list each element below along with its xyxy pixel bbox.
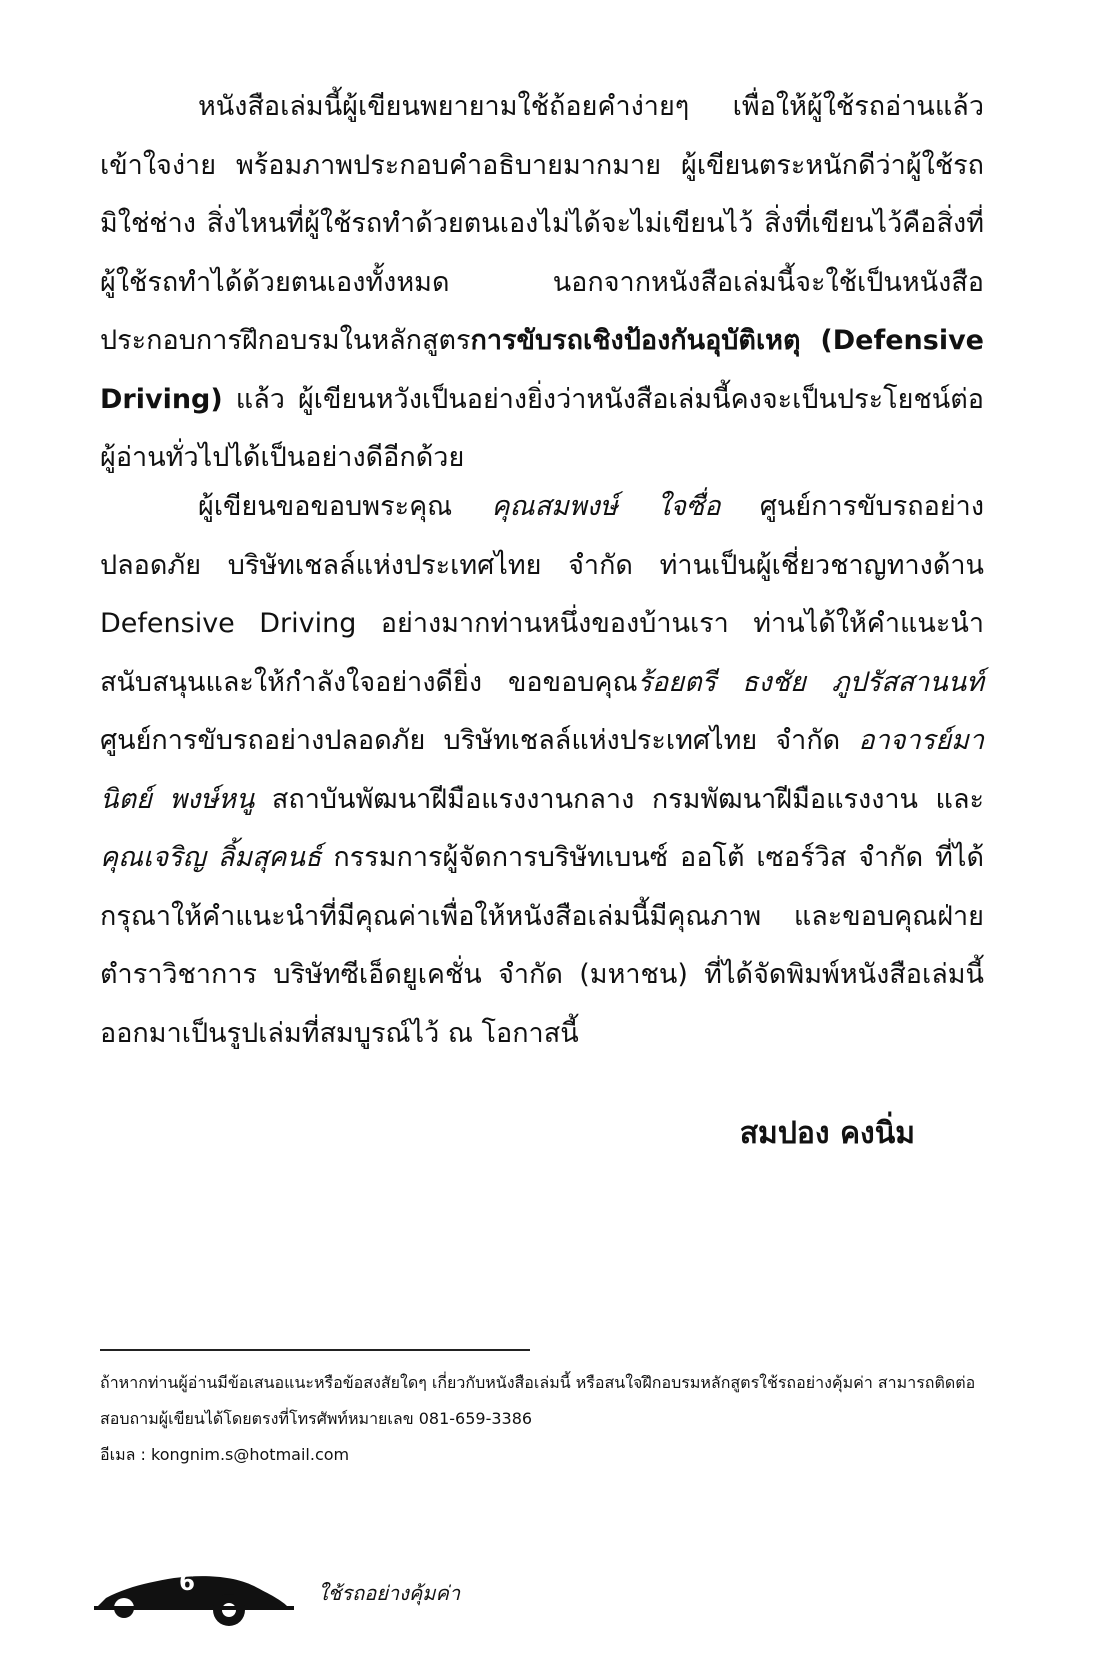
email-label: อีเมล : [100, 1445, 151, 1464]
person-name-2: ร้อยตรี ธงชัย ภูปรัสสานนท์ [637, 666, 984, 698]
preface-paragraph-1 [100, 78, 984, 488]
p2-text-2: ศูนย์การขับรถอย่างปลอดภัย บริษัทเชลล์แห่งประเทศไทย จำกัด ท่านเป็นผู้เชี่ยวชาญทางด้าน Defensive Driving อย่างมากท่านหนึ่งของบ้านเรา ท่านได้ให้คำแนะนำ สนับสนุนและให้กำลังใจอย่างดียิ่ง ขอขอบคุณ [100, 491, 985, 698]
preface-paragraph-2 [100, 478, 984, 1063]
footnote-line-1: ถ้าหากท่านผู้อ่านมีข้อเสนอแนะหรือข้อสงสัยใดๆ เกี่ยวกับหนังสือเล่มนี้ หรือสนใจฝึกอบรมหลักสูตรใช้รถอย่างคุ้มค่า สามารถติดต่อสอบถามผู้เขียนได้โดยตรงที่โทรศัพท์หมายเลข 081-659-3386 [100, 1373, 976, 1428]
person-name-1: คุณสมพงษ์ ใจซื่อ [491, 491, 721, 522]
p2-text-1: ผู้เขียนขอขอบพระคุณ [198, 491, 492, 522]
person-name-4: คุณเจริญ ลิ้มสุคนธ์ [100, 842, 322, 873]
p2-text-3: ศูนย์การขับรถอย่างปลอดภัย บริษัทเชลล์แห่งประเทศไทย จำกัด [100, 725, 859, 756]
author-signature: สมปอง คงนิ่ม [739, 1116, 915, 1151]
p2-text-5: กรรมการผู้จัดการบริษัทเบนซ์ ออโต้ เซอร์วิส จำกัด ที่ได้กรุณาให้คำแนะนำที่มีคุณค่าเพื่อให้หนังสือเล่มนี้มีคุณภาพ และขอบคุณฝ่ายตำราวิชาการ บริษัทซีเอ็ดยูเคชั่น จำกัด (มหาชน) ที่ได้จัดพิมพ์หนังสือเล่มนี้ออกมาเป็นรูปเล่มที่สมบูรณ์ไว้ ณ โอกาสนี้ [100, 842, 984, 1049]
footnote [100, 1365, 990, 1473]
p1-text-a: หนังสือเล่มนี้ผู้เขียนพยายามใช้ถ้อยคำง่ายๆ เพื่อให้ผู้ใช้รถอ่านแล้วเข้าใจง่าย พร้อมภาพประกอบคำอธิบายมากมาย ผู้เขียนตระหนักดีว่าผู้ใช้รถมิใช่ช่าง สิ่งไหนที่ผู้ใช้รถทำด้วยตนเองไม่ได้จะไม่เขียนไว้ สิ่งที่เขียนไว้คือสิ่งที่ผู้ใช้รถทำได้ด้วยตนเองทั้งหมด นอกจากหนังสือเล่มนี้จะใช้เป็นหนังสือประกอบการฝึกอบรมในหลักสูตร [100, 91, 984, 356]
running-footer-title: ใช้รถอย่างคุ้มค่า [318, 1581, 461, 1605]
footnote-divider [100, 1349, 530, 1351]
p1-text-b: แล้ว ผู้เขียนหวังเป็นอย่างยิ่งว่าหนังสือเล่มนี้คงจะเป็นประโยชน์ต่อผู้อ่านทั่วไปได้เป็นอย่างดีอีกด้วย [100, 383, 984, 473]
email-address: kongnim.s@hotmail.com [151, 1445, 350, 1464]
person-name-3: อาจารย์มานิตย์ พงษ์หนู [100, 725, 984, 815]
course-name: การขับรถเชิงป้องกันอุบัติเหตุ (Defensive Driving) [100, 325, 984, 415]
p2-text-4: สถาบันพัฒนาฝีมือแรงงานกลาง กรมพัฒนาฝีมือแรงงาน และ [254, 783, 984, 815]
page-number: 6 [178, 1570, 195, 1596]
